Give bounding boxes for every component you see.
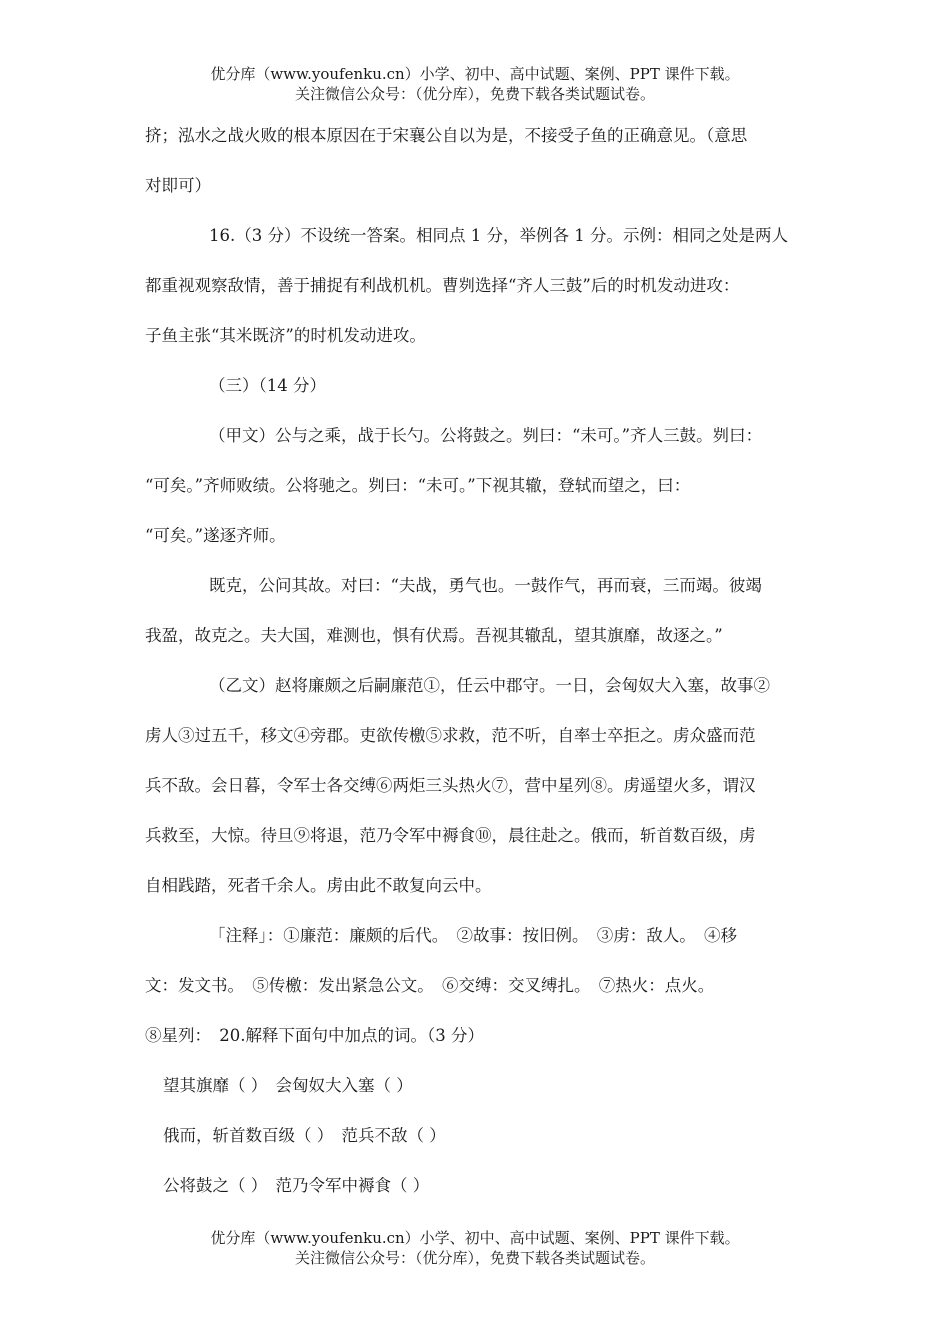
- question-item: 望其旗靡（ ） 会匈奴大入塞（ ）: [163, 1076, 413, 1095]
- text-line: （甲文）公与之乘，战于长勺。公将鼓之。刿曰：“未可。”齐人三鼓。刿曰：: [209, 426, 763, 445]
- text-line: “可矣。”齐师败绩。公将驰之。刿曰：“未可。”下视其辙，登轼而望之，曰：: [145, 476, 691, 495]
- question-item: 公将鼓之（ ） 范乃令军中褥食（ ）: [163, 1176, 430, 1195]
- page-footer: [0, 1228, 950, 1268]
- text-line: 兵救至，大惊。待旦⑨将退，范乃令军中褥食⑩，晨往赴之。俄而，斩首数百级，虏: [145, 826, 756, 845]
- text-line: 挤；泓水之战火败的根本原因在于宋襄公自以为是，不接受子鱼的正确意见。（意思: [145, 126, 748, 145]
- text-line: 16.（3 分）不设统一答案。相同点 1 分，举例各 1 分。示例：相同之处是两人: [209, 226, 788, 245]
- text-line: 既克，公问其故。对曰：“夫战，勇气也。一鼓作气，再而衰，三而竭。彼竭: [209, 576, 762, 595]
- footer-line-1: 优分库（www.youfenku.cn）小学、初中、高中试题、案例、PPT 课件下载。: [210, 1229, 740, 1247]
- question-line: ⑧星列： 20.解释下面句中加点的词。（3 分）: [145, 1026, 484, 1045]
- annotation-line: 文：发文书。 ⑤传檄：发出紧急公文。 ⑥交缚：交叉缚扎。 ⑦热火：点火。: [145, 976, 715, 995]
- text-line: 都重视观察敌情，善于捕捉有利战机机。曹刿选择“齐人三鼓”后的时机发动进攻：: [145, 276, 740, 295]
- text-line: “可矣。”遂逐齐师。: [145, 526, 286, 545]
- footer-line-2: 关注微信公众号：（优分库），免费下载各类试题试卷。: [294, 1249, 655, 1267]
- question-item: 俄而，斩首数百级（ ） 范兵不敌（ ）: [163, 1126, 446, 1145]
- text-line: 兵不敌。会日暮，令军士各交缚⑥两炬三头热火⑦，营中星列⑧。虏遥望火多，谓汉: [145, 776, 756, 795]
- text-line: 对即可）: [145, 176, 211, 195]
- text-line: 我盈，故克之。夫大国，难测也，惧有伏焉。吾视其辙乱，望其旗靡，故逐之。”: [145, 626, 723, 645]
- page-header: [0, 64, 950, 104]
- annotation-line: 「注释」：①廉范：廉颇的后代。 ②故事：按旧例。 ③虏：敌人。 ④移: [209, 926, 737, 945]
- text-line: （乙文）赵将廉颇之后嗣廉范①，任云中郡守。一日，会匈奴大入塞，故事②: [209, 676, 770, 695]
- text-line: 自相践踏，死者千余人。虏由此不敢复向云中。: [145, 876, 492, 895]
- header-line-2: 关注微信公众号：（优分库），免费下载各类试题试卷。: [294, 85, 655, 103]
- section-heading: （三）（14 分）: [209, 376, 326, 395]
- text-line: 虏人③过五千，移文④旁郡。吏欲传檄⑤求救，范不听，自率士卒拒之。虏众盛而范: [145, 726, 756, 745]
- text-line: 子鱼主张“其米既济”的时机发动进攻。: [145, 326, 426, 345]
- header-line-1: 优分库（www.youfenku.cn）小学、初中、高中试题、案例、PPT 课件下载。: [210, 65, 740, 83]
